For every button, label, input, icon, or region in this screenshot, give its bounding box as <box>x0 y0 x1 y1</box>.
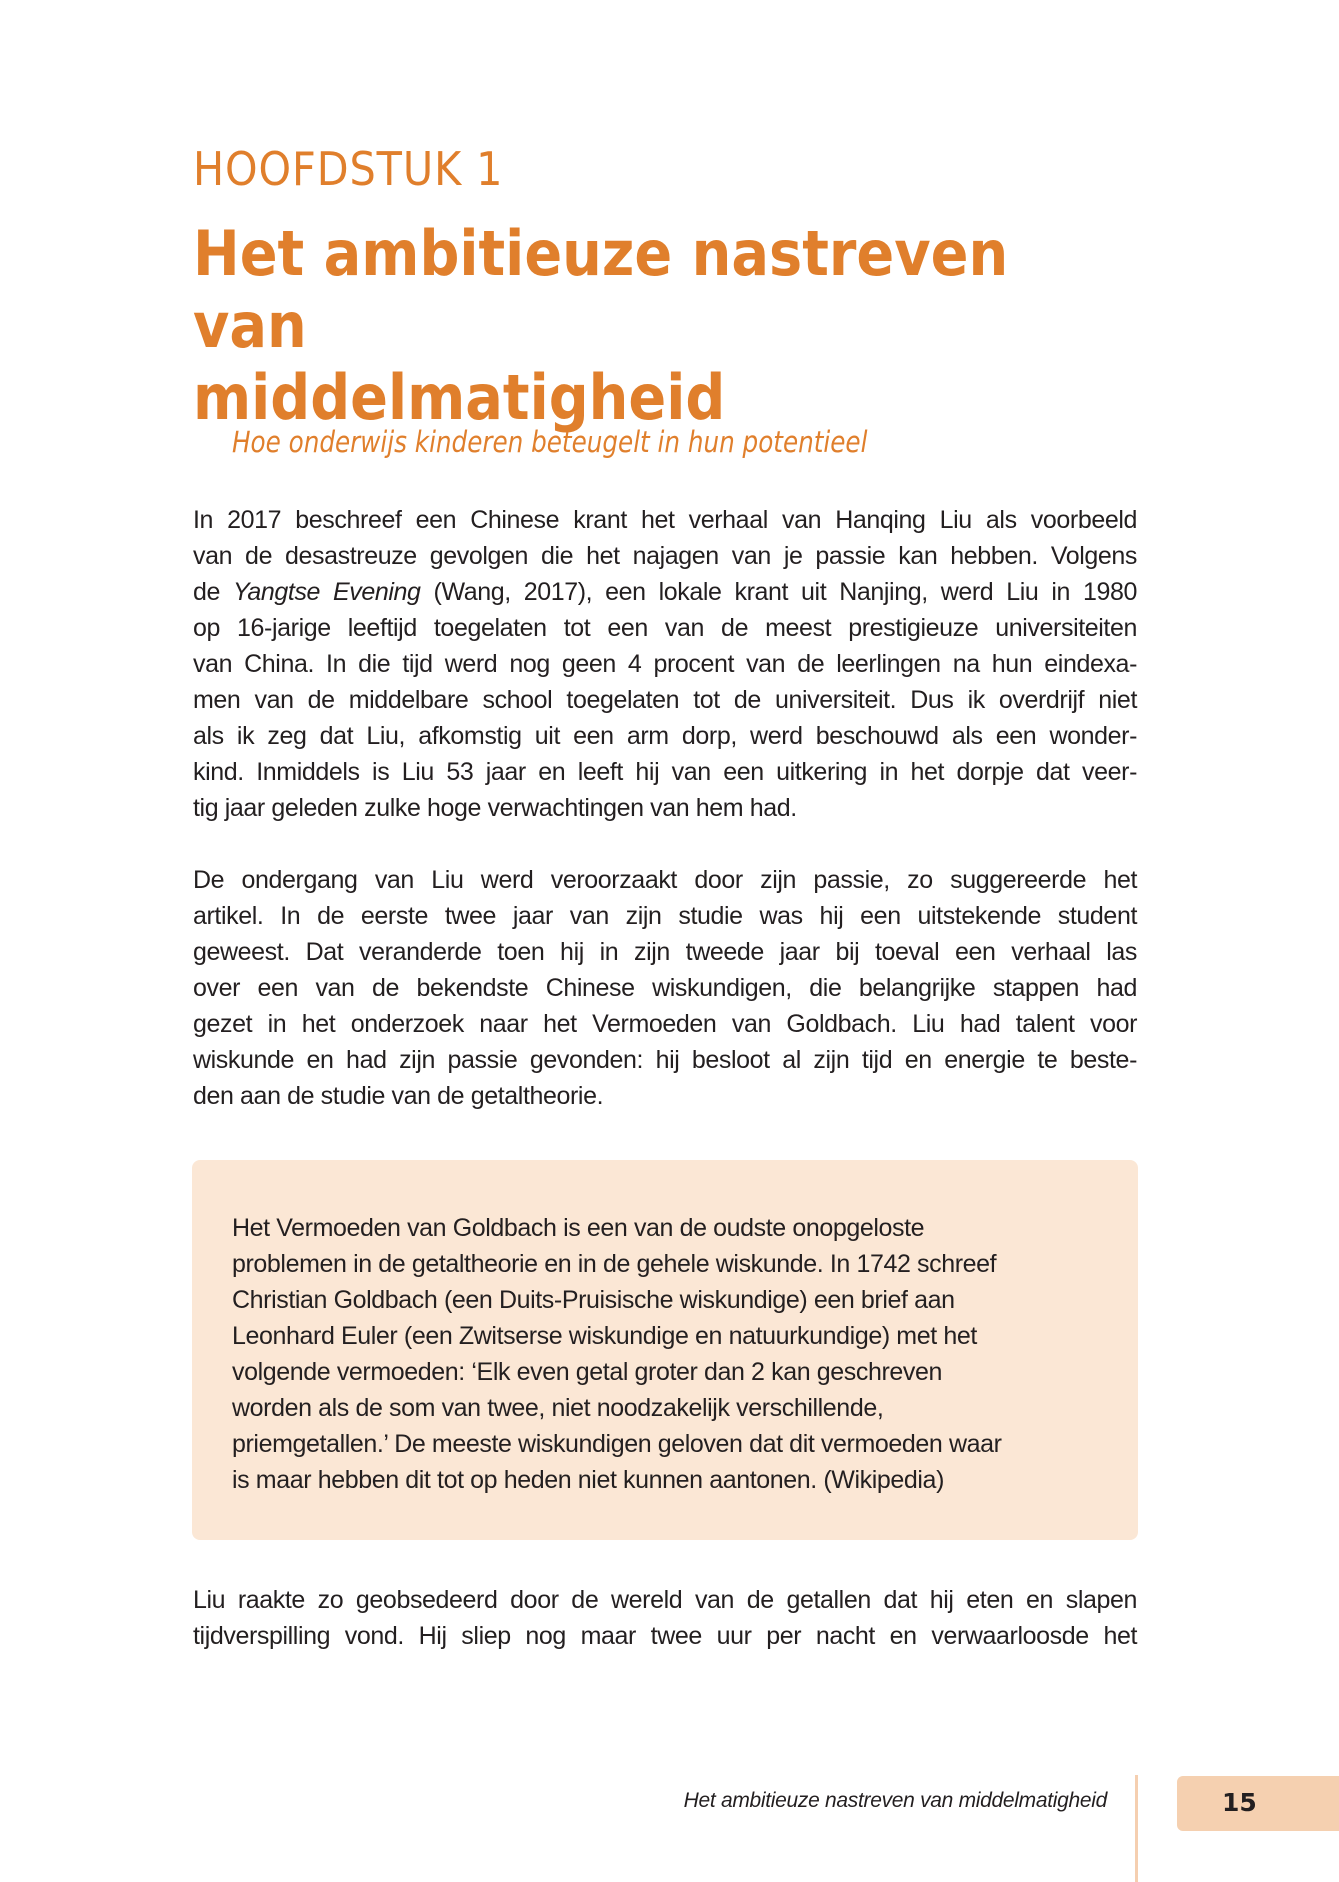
chapter-title <box>193 218 1093 434</box>
text-line-with-citation <box>193 574 1137 610</box>
text-fragment: de <box>193 578 233 606</box>
paragraph-1 <box>193 502 1137 826</box>
text-line: van China. In die tijd werd nog geen 4 procent van de leerlingen na hun eindexa- <box>193 650 1137 678</box>
callout-text <box>232 1210 1102 1498</box>
text-line: De ondergang van Liu werd veroorzaakt door zijn passie, zo suggereerde het <box>193 866 1137 894</box>
text-line: priemgetallen.’ De meeste wiskundigen geloven dat dit vermoeden waar <box>232 1430 1002 1458</box>
text-line: Leonhard Euler (een Zwitserse wiskundige en natuurkundige) met het <box>232 1322 977 1350</box>
text-line: van de desastreuze gevolgen die het najagen van je passie kan hebben. Volgens <box>193 542 1137 570</box>
text-line: Christian Goldbach (een Duits-Pruisische wiskundige) een brief aan <box>232 1286 955 1314</box>
text-fragment: (Wang, 2017), een lokale krant uit Nanjing, werd Liu in 1980 <box>420 578 1137 606</box>
text-line: geweest. Dat veranderde toen hij in zijn tweede jaar bij toeval een verhaal las <box>193 938 1137 966</box>
paragraph-2 <box>193 862 1137 1114</box>
text-line: problemen in de getaltheorie en in de gehele wiskunde. In 1742 schreef <box>232 1250 997 1278</box>
goldbach-callout-box <box>192 1160 1138 1540</box>
text-line: op 16-jarige leeftijd toegelaten tot een van de meest prestigieuze universiteiten <box>193 614 1137 642</box>
text-line: den aan de studie van de getaltheorie. <box>193 1082 604 1110</box>
chapter-title-line-1: Het ambitieuze nastreven van <box>193 217 1009 362</box>
text-line: gezet in het onderzoek naar het Vermoeden van Goldbach. Liu had talent voor <box>193 1010 1137 1038</box>
text-line: is maar hebben dit tot op heden niet kunnen aantonen. (Wikipedia) <box>232 1466 944 1494</box>
text-line: Het Vermoeden van Goldbach is een van de oudste onopgeloste <box>232 1214 925 1242</box>
paragraph-3 <box>193 1582 1137 1654</box>
page-number-badge <box>1177 1776 1339 1831</box>
text-line: volgende vermoeden: ‘Elk even getal groter dan 2 kan geschreven <box>232 1358 942 1386</box>
text-line: artikel. In de eerste twee jaar van zijn studie was hij een uitstekende student <box>193 902 1137 930</box>
footer-divider <box>1135 1775 1138 1882</box>
text-line: worden als de som van twee, niet noodzakelijk verschillende, <box>232 1394 884 1422</box>
running-footer-title: Het ambitieuze nastreven van middelmatigheid <box>683 1789 1107 1812</box>
text-line: als ik zeg dat Liu, afkomstig uit een arm dorp, werd beschouwd als een wonder- <box>193 722 1137 750</box>
text-line: tijdverspilling vond. Hij sliep nog maar twee uur per nacht en verwaarloosde het <box>193 1622 1137 1650</box>
text-line: men van de middelbare school toegelaten tot de universiteit. Dus ik overdrijf niet <box>193 686 1137 714</box>
chapter-title-line-2: middelmatigheid <box>193 361 726 434</box>
page-number: 15 <box>1222 1788 1257 1817</box>
text-line: Liu raakte zo geobsedeerd door de wereld van de getallen dat hij eten en slapen <box>193 1586 1137 1614</box>
text-line: wiskunde en had zijn passie gevonden: hij besloot al zijn tijd en energie te beste- <box>193 1046 1137 1074</box>
text-line: In 2017 beschreef een Chinese krant het verhaal van Hanqing Liu als voorbeeld <box>193 506 1137 534</box>
text-line: over een van de bekendste Chinese wiskundigen, die belangrijke stappen had <box>193 974 1137 1002</box>
chapter-label: HOOFDSTUK 1 <box>193 142 504 196</box>
newspaper-title: Yangtse Evening <box>232 578 421 606</box>
text-line: tig jaar geleden zulke hoge verwachtingen van hem had. <box>193 794 797 822</box>
text-line: kind. Inmiddels is Liu 53 jaar en leeft hij van een uitkering in het dorpje dat veer- <box>193 758 1137 786</box>
chapter-subtitle: Hoe onderwijs kinderen beteugelt in hun potentieel <box>232 425 868 459</box>
